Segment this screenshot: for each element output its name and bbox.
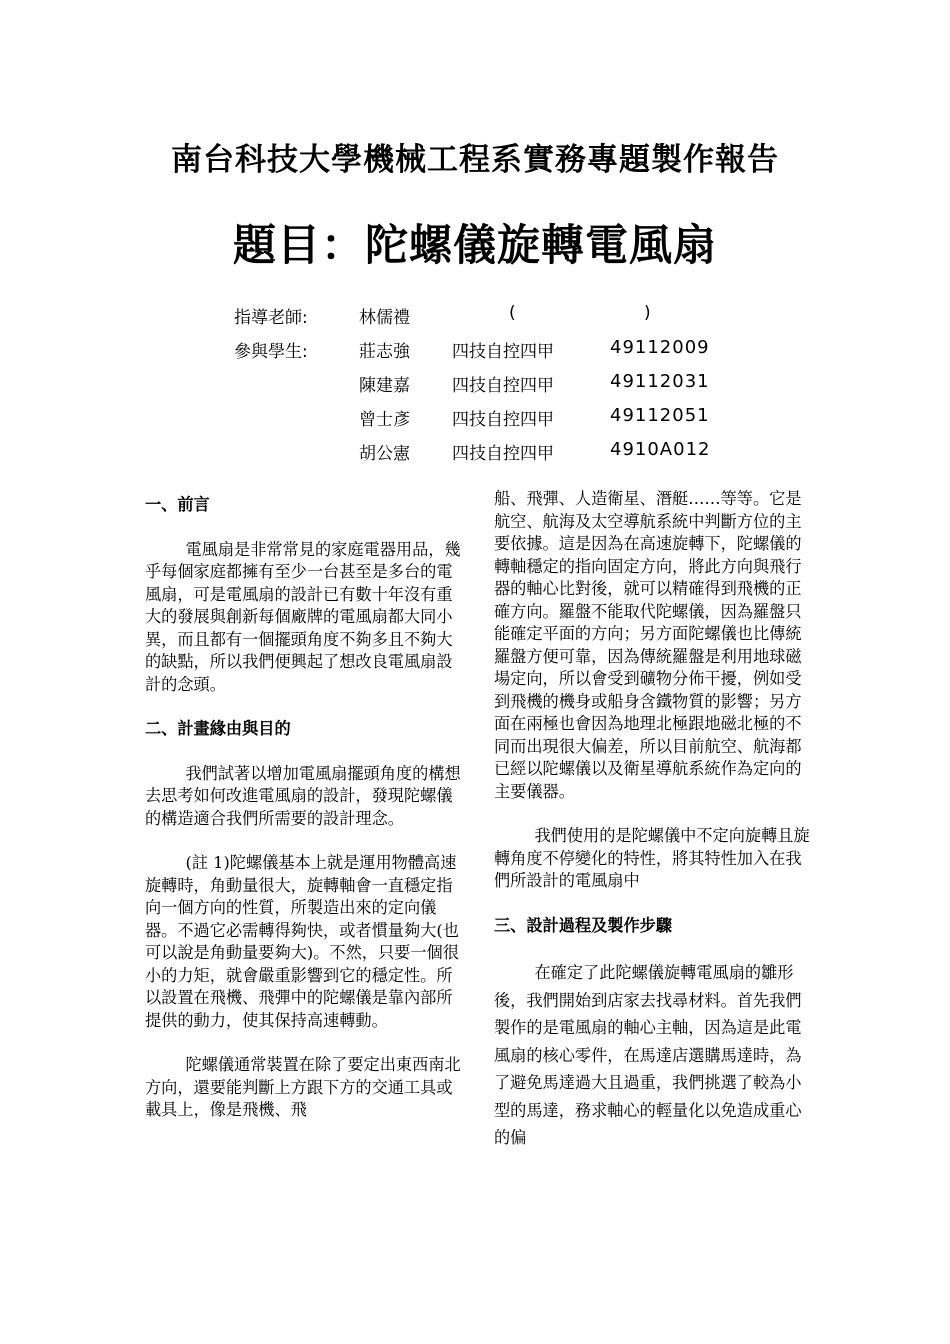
students-label: 參與學生: [234, 342, 308, 362]
left-column [145, 494, 467, 1122]
student-name: 曾士彥 [359, 410, 410, 430]
paragraph: 電風扇是非常常見的家庭電器用品，幾乎每個家庭都擁有至少一台甚至是多台的電風扇，可是電風扇的設計已有數十年沒有重大的發展與創新每個廠牌的電風扇都大同小異，而且都有一個擺頭角度不夠多且不夠大的缺點，所以我們便興起了想改良電風扇設計的念頭。 [145, 539, 461, 694]
advisor-name: 林儒禮 [359, 308, 410, 328]
student-row [234, 439, 794, 473]
student-name: 胡公憲 [359, 444, 410, 464]
student-id: 49112031 [610, 371, 710, 392]
right-column [494, 488, 816, 1152]
section-heading-design-process: 三、設計過程及製作步驟 [494, 915, 673, 935]
project-subject: 題目：陀螺儀旋轉電風扇 [233, 221, 717, 271]
student-class: 四技自控四甲 [452, 444, 554, 464]
paragraph: 陀螺儀通常裝置在除了要定出東西南北方向，還要能判斷上方跟下方的交通工具或載具上，像是飛機、飛 [145, 1055, 461, 1119]
paragraph: (註 1)陀螺儀基本上就是運用物體高速旋轉時，角動量很大，旋轉軸會一直穩定指向一個方向的性質，所製造出來的定向儀器。不過它必需轉得夠快，或者慣量夠大(也可以說是角動量要夠大)。不然，只要一個很小的力矩，就會嚴重影響到它的穩定性。所以設置在飛機、飛彈中的陀螺儀是靠內部所提供的動力，使其保持高速轉動。 [145, 853, 459, 1030]
advisor-paren-close: ) [644, 303, 651, 323]
student-class: 四技自控四甲 [452, 410, 554, 430]
student-name: 陳建嘉 [359, 376, 410, 396]
paragraph: 在確定了此陀螺儀旋轉電風扇的雛形後，我們開始到店家去找尋材料。首先我們製作的是電風扇的軸心主軸，因為這是此電風扇的核心零件，在馬達店選購馬達時，為了避免馬達過大且過重，我們挑選了較為小型的馬達，務求軸心的輕量化以免造成重心的偏 [494, 963, 802, 1147]
student-row [234, 337, 794, 371]
student-row [234, 371, 794, 405]
credits-block [234, 303, 794, 473]
report-title: 南台科技大學機械工程系實務專題製作報告 [171, 142, 779, 178]
paragraph: 船、飛彈、人造衛星、潛艇……等等。它是航空、航海及太空導航系統中判斷方位的主要依據。這是因為在高速旋轉下，陀螺儀的轉軸穩定的指向固定方向，將此方向與飛行器的軸心比對後，就可以精確得到飛機的正確方向。羅盤不能取代陀螺儀，因為羅盤只能確定平面的方向；另方面陀螺儀也比傳統羅盤方便可靠，因為傳統羅盤是利用地球磁場定向，所以會受到礦物分佈干擾，例如受到飛機的機身或船身含鐵物質的影響；另方面在兩極也會因為地理北極跟地磁北極的不同而出現很大偏差，所以目前航空、航海都已經以陀螺儀以及衛星導航系統作為定向的主要儀器。 [494, 489, 802, 801]
advisor-row [234, 303, 794, 337]
section-heading-motivation: 二、計畫緣由與目的 [145, 719, 291, 738]
paragraph: 我們使用的是陀螺儀中不定向旋轉且旋轉角度不停變化的特性，將其特性加入在我們所設計的電風扇中 [494, 826, 810, 890]
student-class: 四技自控四甲 [452, 342, 554, 362]
section-heading-intro: 一、前言 [145, 495, 210, 514]
student-id: 49112051 [610, 405, 710, 426]
student-id: 49112009 [610, 337, 710, 358]
advisor-label: 指導老師: [234, 308, 308, 328]
advisor-paren-open: ( [509, 303, 516, 323]
student-id: 4910A012 [610, 439, 711, 460]
student-class: 四技自控四甲 [452, 376, 554, 396]
paragraph: 我們試著以增加電風扇擺頭角度的構想去思考如何改進電風扇的設計，發現陀螺儀的構造適合我們所需要的設計理念。 [145, 763, 461, 828]
student-name: 莊志強 [359, 342, 410, 362]
student-row [234, 405, 794, 439]
